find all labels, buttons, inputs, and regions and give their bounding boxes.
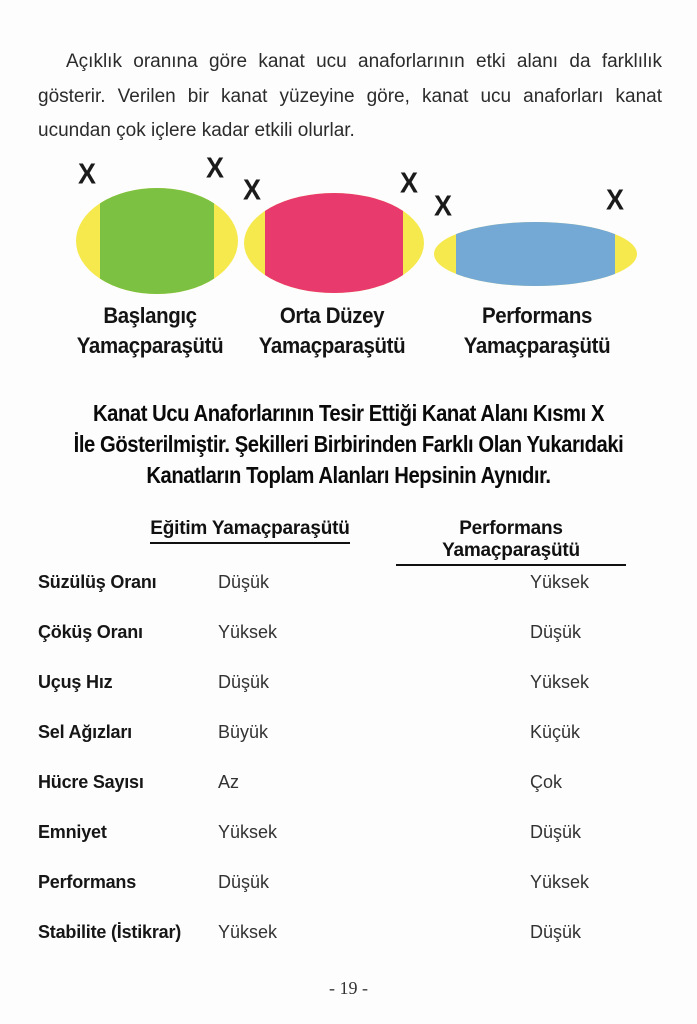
- value-egitim: Düşük: [218, 672, 270, 692]
- table-row: [0, 920, 697, 970]
- page-number: - 19 -: [329, 978, 368, 998]
- value-egitim: Büyük: [218, 722, 269, 742]
- table-row: [0, 670, 697, 720]
- row-label: Performans: [38, 872, 137, 892]
- table-row: [0, 570, 697, 620]
- value-performans: Yüksek: [530, 572, 590, 592]
- wing-label-line1: Orta Düzey: [279, 303, 385, 328]
- row-label: Süzülüş Oranı: [38, 572, 157, 592]
- figure-caption: [42, 398, 655, 491]
- x-marker: X: [206, 152, 224, 184]
- value-performans: Düşük: [530, 922, 582, 942]
- wing-performance: [434, 222, 637, 286]
- row-label: Uçuş Hız: [38, 672, 113, 692]
- wing-label-line2: Yamaçparaşütü: [76, 333, 224, 358]
- value-egitim: Düşük: [218, 572, 270, 592]
- table-row: [0, 820, 697, 870]
- table-rows: [0, 570, 697, 970]
- wing-body: [100, 188, 214, 294]
- wing-intermediate: [244, 193, 424, 293]
- x-marker: X: [243, 174, 261, 206]
- caption-line: İle Gösterilmiştir. Şekilleri Birbirinden Farklı Olan Yukarıdaki: [73, 431, 624, 457]
- intro-paragraph: Açıklık oranına göre kanat ucu anaforlarının etki alanı da farklılık gösterir. Verilen bir kanat yüzeyine göre, kanat ucu anaforları kanat ucundan çok içlere kadar etkili olurlar.: [38, 51, 662, 141]
- wing-label-beginner: [52, 301, 247, 361]
- table-row: [0, 770, 697, 820]
- column-header-egitim: Eğitim Yamaçparaşütü: [140, 518, 360, 544]
- table-row: [0, 870, 697, 920]
- value-egitim: Az: [218, 772, 240, 792]
- wing-beginner: [76, 188, 238, 294]
- wing-label-performance: [439, 301, 634, 361]
- wing-label-line2: Yamaçparaşütü: [258, 333, 406, 358]
- wing-label-line1: Başlangıç: [103, 303, 197, 328]
- x-marker: X: [78, 158, 96, 190]
- value-egitim: Düşük: [218, 872, 270, 892]
- value-egitim: Yüksek: [218, 922, 278, 942]
- caption-line: Kanat Ucu Anaforlarının Tesir Ettiği Kanat Alanı Kısmı X: [92, 400, 605, 426]
- value-performans: Yüksek: [530, 672, 590, 692]
- value-performans: Düşük: [530, 622, 582, 642]
- row-label: Stabilite (İstikrar): [38, 922, 182, 942]
- wing-label-line2: Yamaçparaşütü: [463, 333, 611, 358]
- table-row: [0, 620, 697, 670]
- value-performans: Düşük: [530, 822, 582, 842]
- x-marker: X: [606, 184, 624, 216]
- value-egitim: Yüksek: [218, 622, 278, 642]
- value-performans: Yüksek: [530, 872, 590, 892]
- wing-body: [456, 222, 615, 286]
- value-performans: Çok: [530, 772, 563, 792]
- row-label: Emniyet: [38, 822, 107, 842]
- wing-label-line1: Performans: [481, 303, 593, 328]
- wing-label-intermediate: [234, 301, 429, 361]
- value-egitim: Yüksek: [218, 822, 278, 842]
- x-marker: X: [434, 190, 452, 222]
- row-label: Sel Ağızları: [38, 722, 132, 742]
- row-label: Hücre Sayısı: [38, 772, 144, 792]
- value-performans: Küçük: [530, 722, 581, 742]
- wing-body: [265, 193, 403, 293]
- x-marker: X: [400, 167, 418, 199]
- table-row: [0, 720, 697, 770]
- row-label: Çöküş Oranı: [38, 622, 143, 642]
- column-header-performans: Performans Yamaçparaşütü: [396, 518, 626, 566]
- caption-line: Kanatların Toplam Alanları Hepsinin Aynıdır.: [146, 462, 551, 488]
